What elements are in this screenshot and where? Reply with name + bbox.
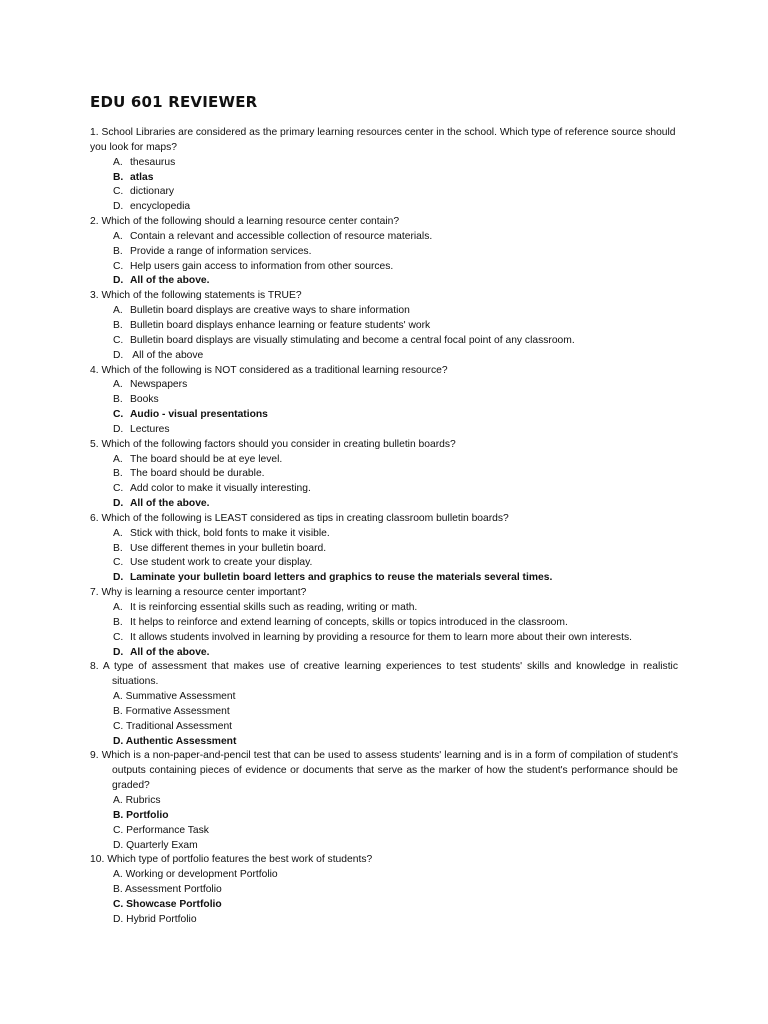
question-stem — [90, 749, 678, 794]
question-stem — [90, 586, 678, 601]
option — [90, 200, 678, 215]
question-stem — [90, 512, 678, 527]
option-text: Bulletin board displays are creative ways to share information — [130, 305, 410, 317]
question-text: Which of the following factors should you consider in creating bulletin boards? — [101, 438, 456, 450]
option — [90, 156, 678, 171]
option-letter: A. — [113, 527, 123, 539]
question-stem — [90, 364, 678, 379]
option-letter: D. — [113, 572, 124, 584]
question-number: 8. — [90, 661, 99, 673]
question-stem — [90, 660, 678, 690]
option — [90, 556, 678, 571]
option-text: All of the above. — [130, 498, 210, 510]
option — [90, 601, 678, 616]
option-letter: B. — [113, 542, 123, 554]
question-4 — [90, 364, 678, 438]
question-3 — [90, 289, 678, 363]
option-text: Audio - visual presentations — [130, 409, 268, 421]
option: B. Formative Assessment — [113, 705, 230, 717]
option — [90, 542, 678, 557]
option — [90, 423, 678, 438]
question-text: School Libraries are considered as the primary learning resources center in the school. Which type of reference source should you look for maps? — [90, 127, 676, 153]
option-letter: C. — [113, 631, 124, 643]
option-correct: C. Showcase Portfolio — [113, 898, 222, 910]
option: A. Summative Assessment — [113, 691, 236, 703]
option: B. Assessment Portfolio — [113, 884, 222, 896]
option-correct — [90, 274, 678, 289]
option-text: dictionary — [130, 186, 175, 198]
question-stem — [90, 215, 678, 230]
question-stem — [90, 438, 678, 453]
question-8 — [90, 660, 678, 749]
question-text: Which type of portfolio features the best work of students? — [107, 854, 373, 866]
option-letter: C. — [113, 260, 124, 272]
option: D. Quarterly Exam — [113, 839, 198, 851]
option-text: Use different themes in your bulletin board. — [130, 542, 327, 554]
option-letter: B. — [113, 319, 123, 331]
option — [90, 349, 678, 364]
option — [90, 453, 678, 468]
option-letter: A. — [113, 156, 123, 168]
option-letter: C. — [113, 334, 124, 346]
option-text: atlas — [130, 171, 154, 183]
question-5 — [90, 438, 678, 512]
option-text: All of the above — [130, 349, 204, 361]
option — [90, 334, 678, 349]
option-text: Provide a range of information services. — [130, 245, 312, 257]
option-letter: C. — [113, 409, 124, 421]
option-letter: A. — [113, 602, 123, 613]
question-text: Which of the following statements is TRUE? — [101, 290, 302, 302]
option-correct — [90, 646, 678, 661]
option — [90, 245, 678, 260]
question-9 — [90, 749, 678, 853]
option-letter: C. — [113, 557, 124, 569]
option-text: It is reinforcing essential skills such as reading, writing or math. — [130, 602, 418, 613]
question-number: 4. — [90, 364, 99, 376]
option-letter: C. — [113, 186, 124, 198]
question-number: 9. — [90, 750, 99, 762]
option — [90, 482, 678, 497]
option-letter: A. — [113, 305, 123, 317]
question-6 — [90, 512, 678, 586]
option-correct: B. Portfolio — [113, 809, 169, 821]
option-text: All of the above. — [130, 275, 210, 287]
option-correct — [90, 171, 678, 186]
option-letter: A. — [113, 379, 123, 391]
question-number: 10. — [90, 854, 105, 866]
question-number: 6. — [90, 512, 99, 524]
question-1 — [90, 126, 678, 215]
option-letter: B. — [113, 245, 123, 257]
question-number: 7. — [90, 587, 99, 599]
option-text: Add color to make it visually interesting. — [130, 483, 311, 495]
option: C. Performance Task — [113, 824, 209, 836]
question-2 — [90, 215, 678, 289]
option-text: Stick with thick, bold fonts to make it visible. — [130, 527, 330, 539]
option-letter: B. — [113, 616, 123, 628]
question-7 — [90, 586, 678, 660]
option-text: Lectures — [130, 423, 170, 435]
question-stem — [90, 853, 678, 868]
option-letter: B. — [113, 394, 123, 406]
question-text: A type of assessment that makes use of creative learning experiences to test students' skills and knowledge in realistic situations. — [102, 661, 678, 688]
question-number: 1. — [90, 127, 99, 138]
option: A. Rubrics — [113, 794, 161, 806]
option-correct — [90, 408, 678, 423]
option — [90, 304, 678, 319]
option-letter: D. — [113, 201, 124, 213]
option-text: Laminate your bulletin board letters and graphics to reuse the materials several times. — [130, 572, 553, 584]
option-letter: D. — [113, 646, 124, 658]
option — [90, 185, 678, 200]
option-text: Use student work to create your display. — [130, 557, 313, 569]
option-correct: D. Authentic Assessment — [113, 735, 237, 747]
option-letter: D. — [113, 275, 124, 287]
option-text: Help users gain access to information from other sources. — [130, 260, 394, 272]
option-letter: A. — [113, 453, 123, 465]
option-text: Books — [130, 394, 159, 406]
option-text: The board should be durable. — [130, 468, 265, 480]
option — [90, 467, 678, 482]
option-text: thesaurus — [130, 156, 176, 168]
option — [90, 527, 678, 542]
option-letter: C. — [113, 483, 124, 495]
option-text: Newspapers — [130, 379, 188, 391]
question-10 — [90, 853, 678, 927]
question-number: 3. — [90, 290, 99, 302]
option — [90, 616, 678, 631]
question-stem — [90, 289, 678, 304]
option-text: It helps to reinforce and extend learning of concepts, skills or topics introduced in the classroom. — [130, 616, 568, 628]
option: D. Hybrid Portfolio — [113, 913, 197, 925]
option-text: encyclopedia — [130, 201, 191, 213]
option-letter: B. — [113, 468, 123, 480]
option-text: Contain a relevant and accessible collection of resource materials. — [130, 230, 433, 242]
question-number: 2. — [90, 216, 99, 228]
option — [90, 393, 678, 408]
question-stem — [90, 126, 678, 156]
option-text: All of the above. — [130, 646, 210, 658]
option-letter: D. — [113, 349, 124, 361]
option-text: It allows students involved in learning by providing a resource for them to learn more about their own interests. — [130, 631, 632, 643]
option-letter: B. — [113, 171, 124, 183]
question-list — [90, 126, 678, 928]
option — [90, 230, 678, 245]
page-title: EDU 601 REVIEWER — [90, 93, 258, 111]
question-text: Which of the following should a learning resource center contain? — [101, 216, 400, 228]
question-text: Why is learning a resource center important? — [101, 587, 307, 599]
question-text: Which of the following is NOT considered as a traditional learning resource? — [101, 364, 448, 376]
option — [90, 319, 678, 334]
option-correct — [90, 571, 678, 586]
option-letter: D. — [113, 423, 124, 435]
question-number: 5. — [90, 438, 99, 450]
question-text: Which of the following is LEAST considered as tips in creating classroom bulletin boards? — [101, 512, 509, 524]
option: A. Working or development Portfolio — [113, 869, 278, 881]
option-correct — [90, 497, 678, 512]
question-text: Which is a non-paper-and-pencil test that can be used to assess students' learning and is in a form of compilation of student's outputs containing pieces of evidence or documents that serve as the marker of how the student's performance should be graded? — [101, 750, 678, 792]
option-text: Bulletin board displays are visually stimulating and become a central focal point of any classroom. — [130, 334, 575, 346]
option — [90, 260, 678, 275]
option-text: The board should be at eye level. — [130, 453, 283, 465]
option-text: Bulletin board displays enhance learning or feature students' work — [130, 319, 431, 331]
option-letter: A. — [113, 230, 123, 242]
option — [90, 631, 678, 646]
option — [90, 378, 678, 393]
option: C. Traditional Assessment — [113, 720, 233, 732]
option-letter: D. — [113, 498, 124, 510]
